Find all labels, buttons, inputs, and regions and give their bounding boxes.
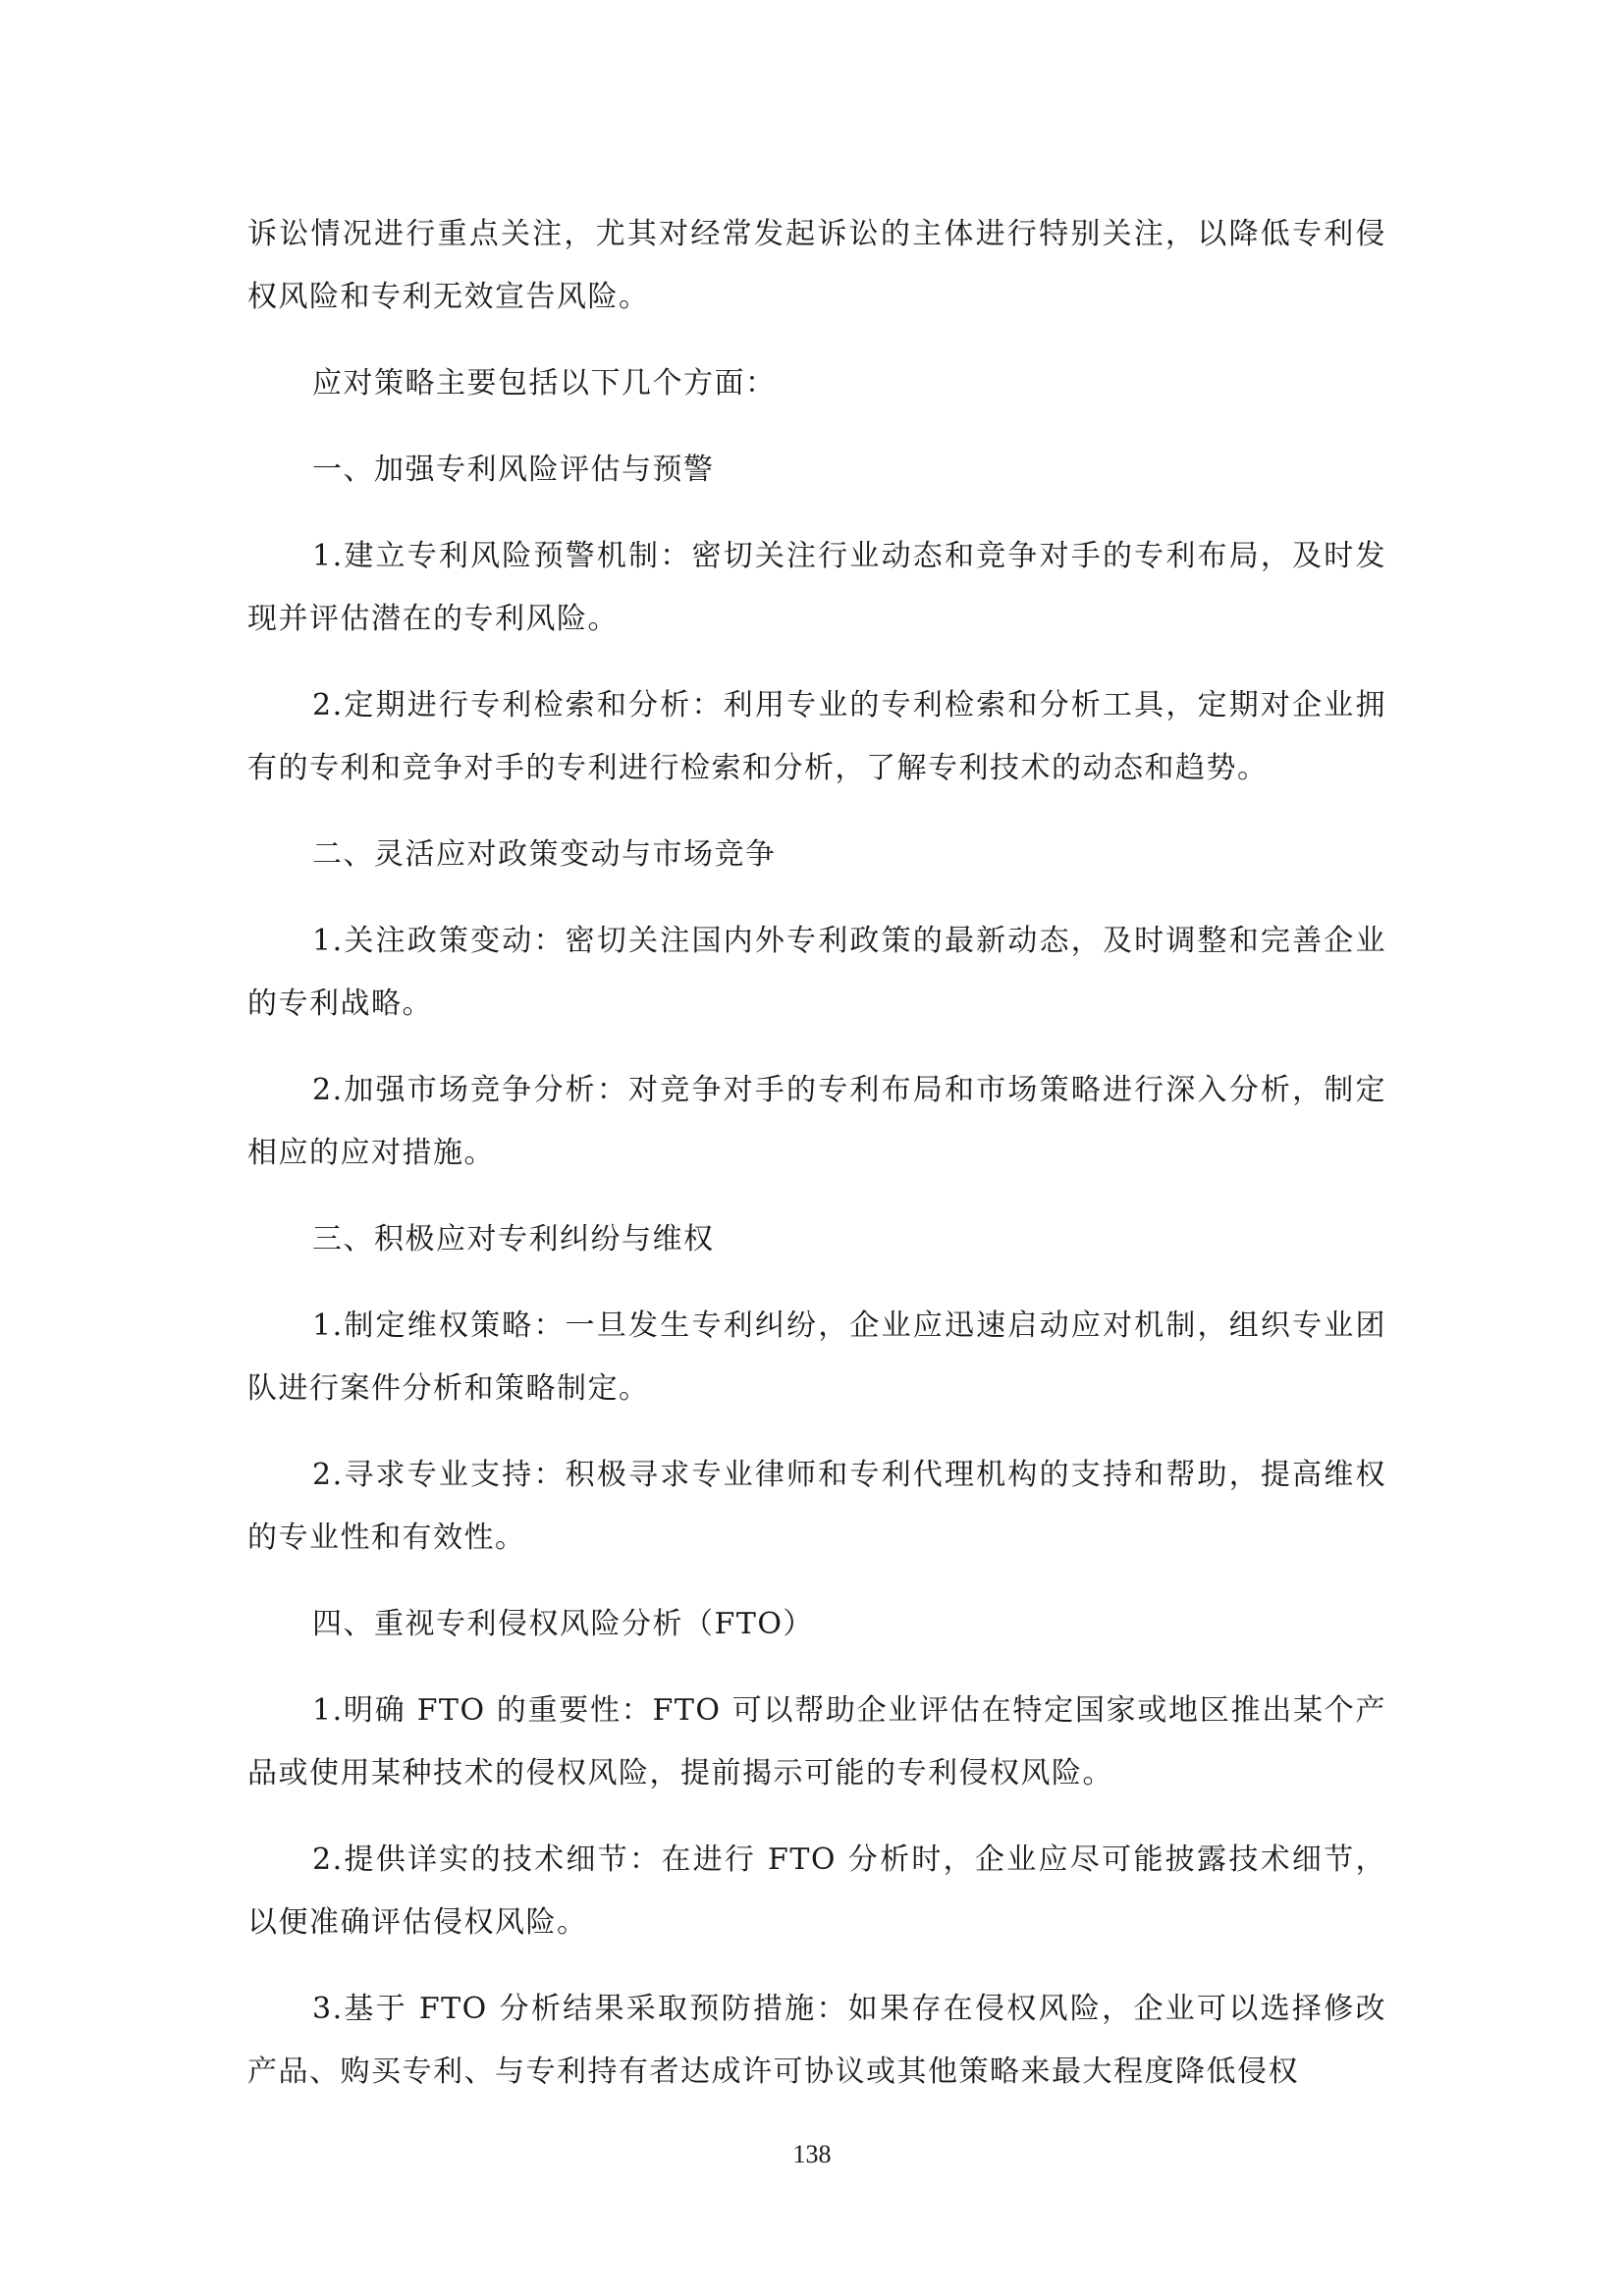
paragraph-continuation: 诉讼情况进行重点关注，尤其对经常发起诉讼的主体进行特别关注，以降低专利侵权风险和专利无效宣告风险。 xyxy=(247,217,1386,314)
paragraph-2-1: 1.关注政策变动：密切关注国内外专利政策的最新动态，及时调整和完善企业的专利战略。 xyxy=(247,924,1386,1021)
paragraph-4-2: 2.提供详实的技术细节：在进行 FTO 分析时，企业应尽可能披露技术细节，以便准确评估侵权风险。 xyxy=(247,1842,1386,1940)
section-heading-3: 三、积极应对专利纠纷与维权 xyxy=(312,1222,715,1256)
paragraph-3-2: 2.寻求专业支持：积极寻求专业律师和专利代理机构的支持和帮助，提高维权的专业性和有效性。 xyxy=(247,1458,1386,1555)
section-heading-4: 四、重视专利侵权风险分析（FTO） xyxy=(312,1607,814,1641)
page-number: 138 xyxy=(792,2140,832,2168)
paragraph-4-3: 3.基于 FTO 分析结果采取预防措施：如果存在侵权风险，企业可以选择修改产品、购买专利、与专利持有者达成许可协议或其他策略来最大程度降低侵权 xyxy=(247,1992,1386,2089)
section-heading-1: 一、加强专利风险评估与预警 xyxy=(312,453,715,487)
paragraph-1-2: 2.定期进行专利检索和分析：利用专业的专利检索和分析工具，定期对企业拥有的专利和竞争对手的专利进行检索和分析，了解专利技术的动态和趋势。 xyxy=(247,688,1386,785)
paragraph-4-1: 1.明确 FTO 的重要性：FTO 可以帮助企业评估在特定国家或地区推出某个产品或使用某种技术的侵权风险，提前揭示可能的专利侵权风险。 xyxy=(247,1693,1386,1790)
paragraph-3-1: 1.制定维权策略：一旦发生专利纠纷，企业应迅速启动应对机制，组织专业团队进行案件分析和策略制定。 xyxy=(247,1308,1386,1406)
paragraph-1-1: 1.建立专利风险预警机制：密切关注行业动态和竞争对手的专利布局，及时发现并评估潜在的专利风险。 xyxy=(247,539,1386,636)
paragraph-intro: 应对策略主要包括以下几个方面： xyxy=(312,366,777,400)
paragraph-2-2: 2.加强市场竞争分析：对竞争对手的专利布局和市场策略进行深入分析，制定相应的应对措施。 xyxy=(247,1073,1386,1170)
body-text xyxy=(247,203,1386,2104)
section-heading-2: 二、灵活应对政策变动与市场竞争 xyxy=(312,837,777,872)
